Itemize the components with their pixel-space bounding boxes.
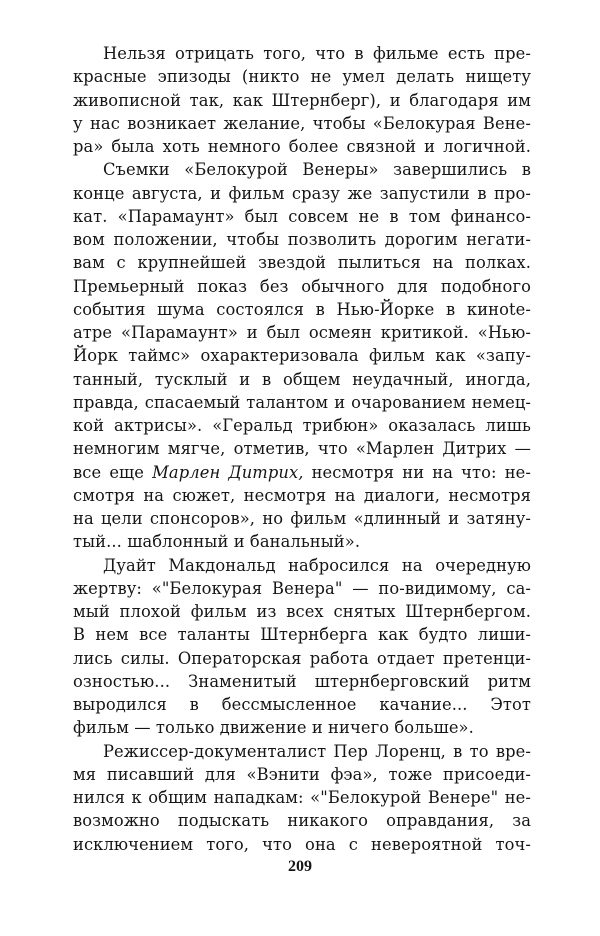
text-line: Йорк таймс» охарактеризовала фильм как «запу- — [73, 346, 531, 366]
text-line: на цели спонсоров», но фильм «длинный и затяну- — [73, 509, 531, 528]
text-line: озностью... Знаменитый штернберговский ритм — [73, 671, 531, 691]
text-line: Премьерный показ без обычного для подобного — [73, 276, 531, 296]
text-line: Дуайт Макдональд набросился на очередную — [103, 555, 531, 575]
paragraph — [73, 42, 531, 158]
text-line: мый плохой фильм из всех снятых Штернбергом. — [73, 602, 531, 621]
text-line: вом положении, чтобы позволить дорогим негати- — [73, 230, 531, 249]
text-line: В нем все таланты Штернберга как будто лиши- — [73, 625, 531, 645]
text-line: мя писавший для «Вэнити фэа», тоже присоеди- — [73, 764, 531, 784]
italic-name: Марлен Дитрих, — [152, 462, 304, 482]
text-line: атре «Парамаунт» и был осмеян критикой. «Нью- — [73, 323, 531, 342]
text-line: жертву: «"Белокурая Венера" — по-видимому, са- — [73, 578, 531, 598]
text-line: правда, спасаемый талантом и очарованием немец- — [73, 392, 531, 412]
text-line: Съемки «Белокурой Венеры» завершились в — [103, 160, 531, 180]
text-line: фильм — только движение и ничего больше». — [73, 718, 474, 738]
paragraph — [73, 740, 531, 856]
text-line: выродился в бессмысленное качание... Этот — [73, 695, 531, 714]
paragraph — [73, 158, 531, 553]
text-line: немногим мягче, отметив, что «Марлен Дитрих — — [73, 439, 531, 459]
text-line: танный, тусклый и в общем неудачный, иногда, — [73, 369, 531, 389]
page-number: 209 — [288, 858, 312, 875]
text-run: несмотря ни на что: не- — [303, 462, 531, 482]
text-line: возможно подыскать никакого оправдания, за — [73, 811, 531, 831]
text-line: у нас возникает желание, чтобы «Белокурая Вене- — [73, 113, 531, 133]
text-line: живописной так, как Штернберг), и благодаря им — [73, 90, 531, 110]
text-line: события шума состоялся в Нью-Йорке в кинote- — [73, 299, 531, 319]
text-line: тый... шаблонный и банальный». — [73, 532, 361, 552]
text-line: лись силы. Операторская работа отдает претенци- — [73, 648, 531, 668]
text-line: ра» была хоть немного более связной и логичной. — [73, 137, 531, 156]
text-line-with-italic — [73, 461, 531, 484]
text-line: нился к общим нападкам: «"Белокурой Венере" не- — [73, 788, 531, 807]
text-line: исключением того, что она с невероятной точ- — [73, 834, 531, 854]
page-text — [73, 42, 531, 856]
text-run: все еще — [73, 462, 153, 482]
text-line: смотря на сюжет, несмотря на диалоги, несмотря — [73, 485, 531, 505]
text-line: конце августа, и фильм сразу же запустили в про- — [73, 183, 531, 203]
text-line: красные эпизоды (никто не умел делать нищету — [73, 67, 531, 87]
text-line: кой актрисы». «Геральд трибюн» оказалась лишь — [73, 416, 531, 435]
paragraph — [73, 554, 531, 740]
text-line: вам с крупнейшей звездой пылиться на полках. — [73, 253, 531, 273]
text-line: Режиссер-документалист Пер Лоренц, в то вре- — [103, 741, 531, 761]
text-line: кат. «Парамаунт» был совсем не в том финансо- — [73, 206, 531, 226]
text-line: Нельзя отрицать того, что в фильме есть пре- — [103, 44, 531, 63]
